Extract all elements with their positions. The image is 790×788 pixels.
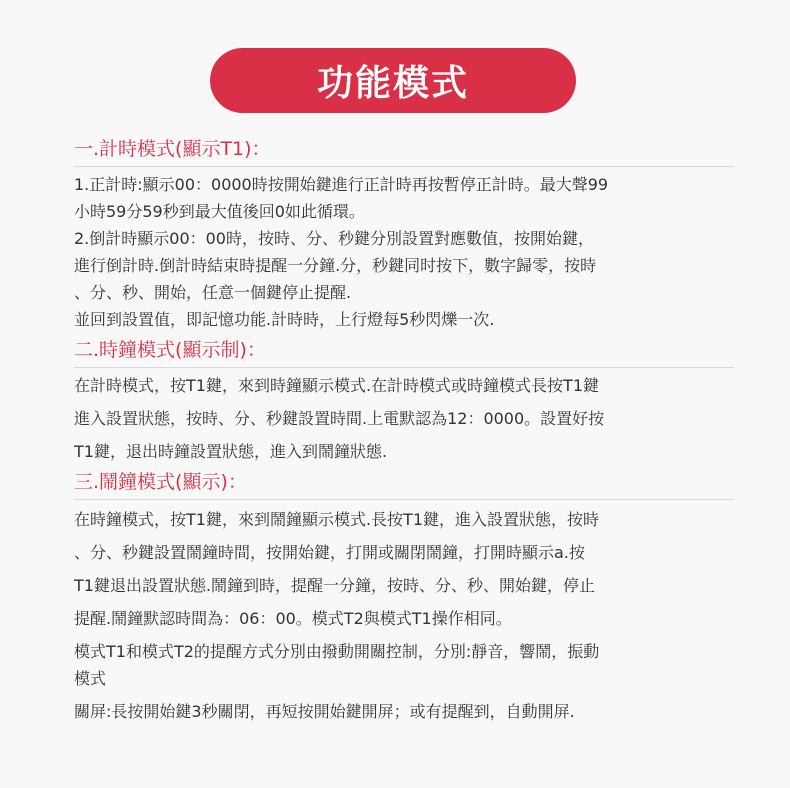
section-line: 2.倒計時顯示00：00時，按時、分、秒鍵分別設置對應數值，按開始鍵，: [74, 229, 594, 248]
section-line: 小時59分59秒到最大值後回0如此循環。: [74, 202, 365, 221]
content-area: [74, 134, 734, 725]
section-line: 1.正計時:顯示00：0000時按開始鍵進行正計時再按暫停正計時。最大聲99: [74, 175, 609, 194]
section-line: T1鍵，退出時鐘設置狀態，進入到鬧鐘狀態.: [74, 442, 388, 461]
mode-line: 模式: [74, 669, 107, 688]
section-line: 在時鐘模式，按T1鍵，來到鬧鐘顯示模式.長按T1鍵，進入設置狀態，按時: [74, 510, 599, 529]
title-banner: [210, 48, 576, 113]
section-line: T1鍵退出設置狀態.鬧鐘到時，提醒一分鐘，按時、分、秒、開始鍵，停止: [74, 576, 596, 595]
section-line: 、分、秒、開始，任意一個鍵停止提醒.: [74, 283, 352, 302]
section-line: 並回到設置值，即記憶功能.計時時，上行燈每5秒閃爍一次.: [74, 310, 495, 329]
section-heading-timer: 一.計時模式(顯示T1)：: [74, 134, 734, 167]
mode-line: 模式T1和模式T2的提醒方式分別由撥動開關控制，分別:靜音，響鬧，振動: [74, 642, 600, 661]
section-heading-alarm: 三.鬧鐘模式(顯示)：: [74, 467, 734, 500]
section-heading-clock: 二.時鐘模式(顯示制)：: [74, 335, 734, 368]
section-line: 進行倒計時.倒計時結束時提醒一分鐘.分，秒鍵同时按下，數字歸零，按時: [74, 256, 597, 275]
section-line: 在計時模式，按T1鍵，來到時鐘顯示模式.在計時模式或時鐘模式長按T1鍵: [74, 376, 599, 395]
screen-off-line: 關屏:長按開始鍵3秒關閉，再短按開始鍵開屏；或有提醒到，自動開屏.: [74, 702, 575, 721]
page-title: 功能模式: [316, 63, 469, 104]
section-line: 、分、秒鍵設置鬧鐘時間，按開始鍵，打開或關閉鬧鐘，打開時顯示a.按: [74, 543, 585, 562]
section-line: 進入設置狀態，按時、分、秒鍵設置時間.上電默認為12：0000。設置好按: [74, 409, 605, 428]
section-line: 提醒.鬧鐘默認時間為：06：00。模式T2與模式T1操作相同。: [74, 609, 512, 628]
